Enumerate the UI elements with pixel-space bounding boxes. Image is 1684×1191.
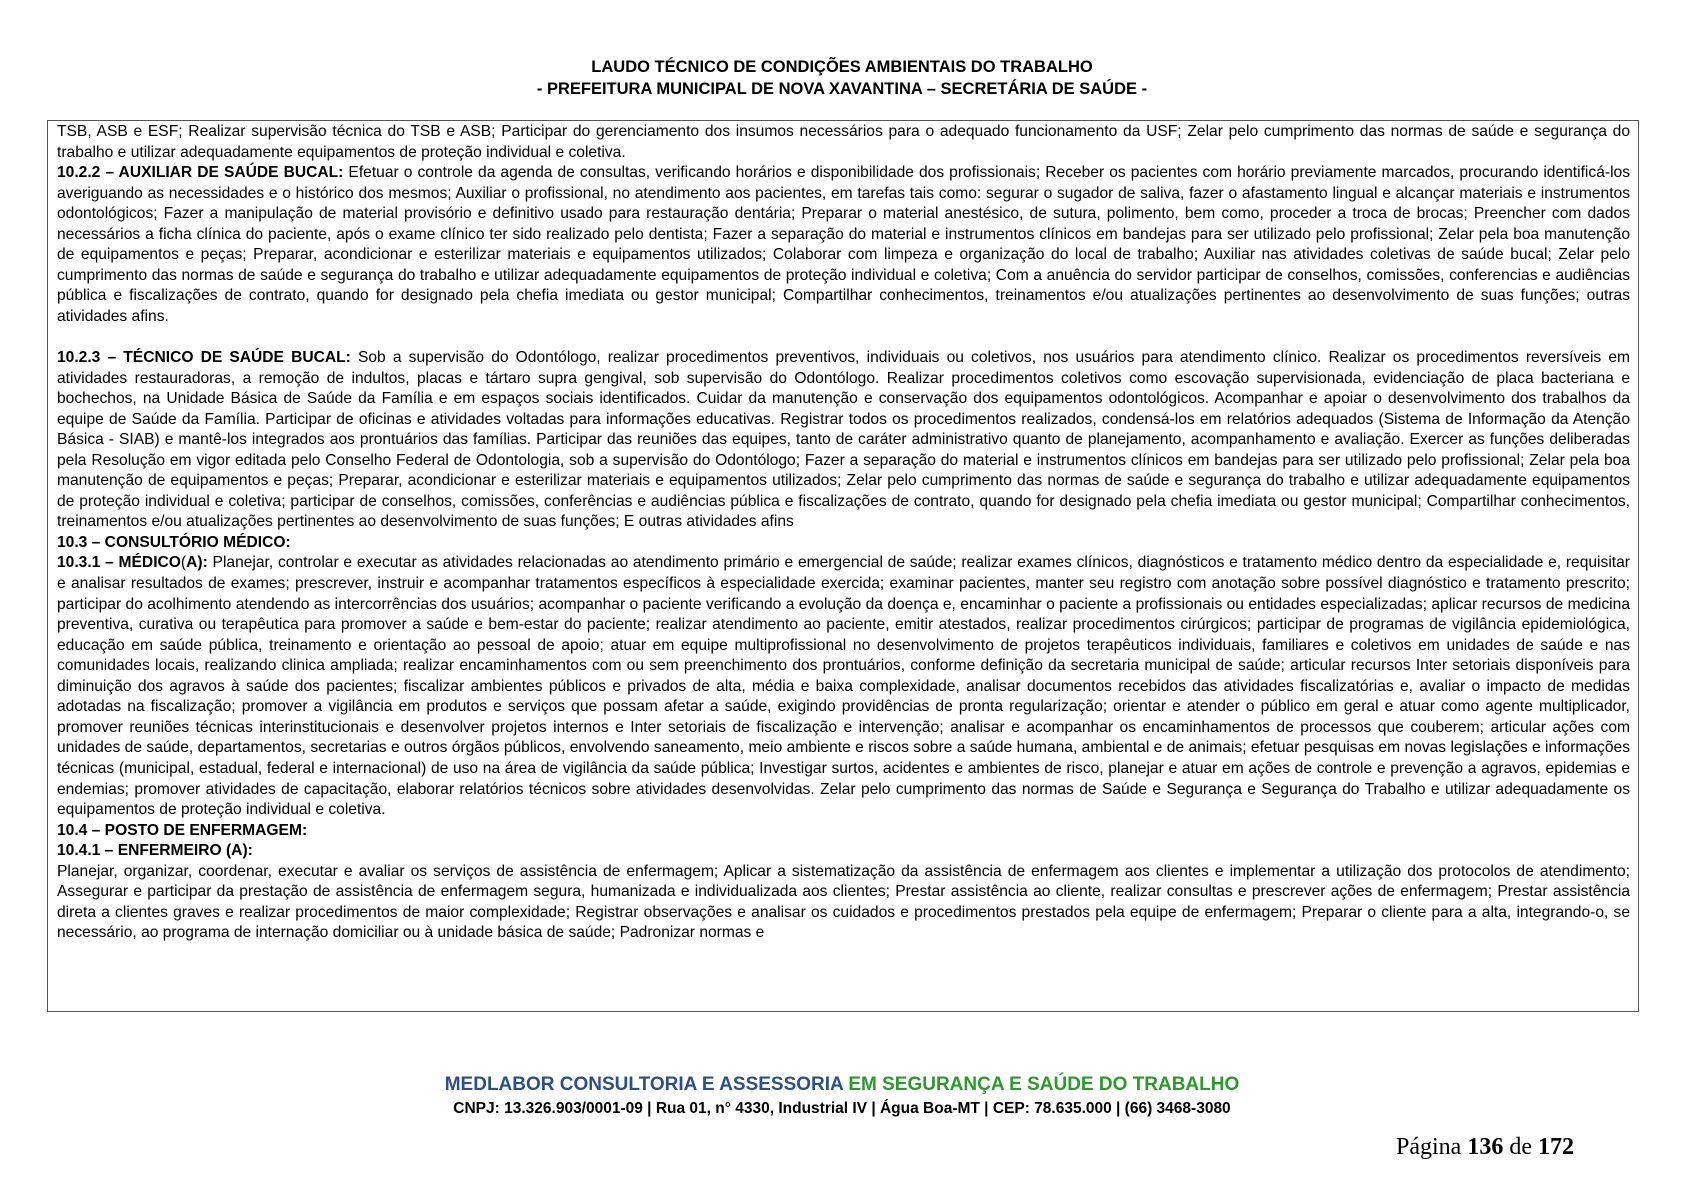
page-label: Página	[1396, 1134, 1462, 1160]
paragraph-continuation: TSB, ASB e ESF; Realizar supervisão técnica do TSB e ASB; Participar do gerenciamento dos insumos necessários para o adequado funcionamento da USF; Zelar pelo cumprimento das normas de saúde e segurança do trabalho e utilizar adequadamente equipamentos de proteção individual e coletiva.	[57, 123, 1630, 161]
content-frame	[47, 120, 1639, 1012]
section-10-4-1-heading: 10.4.1 – ENFERMEIRO (A):	[57, 842, 253, 860]
section-10-3-heading: 10.3 – CONSULTÓRIO MÉDICO:	[57, 533, 291, 551]
footer-company	[0, 1073, 1684, 1097]
section-10-2-3-heading: 10.2.3 – TÉCNICO DE SAÚDE BUCAL:	[57, 349, 351, 367]
section-10-4-heading: 10.4 – POSTO DE ENFERMAGEM:	[57, 821, 308, 839]
document-footer	[0, 1073, 1684, 1120]
section-10-3-1-text: Planejar, controlar e executar as atividades relacionadas ao atendimento primário e emergencial de saúde; realizar exames clínicos, diagnósticos e tratamento médico dentro da especialidade e, requisitar e analisar resultados de exames; prescrever, instruir e acompanhar tratamentos específicos à especialidade exercida; examinar pacientes, manter seu registro com anotação sobre possível diagnóstico e tratamento prescrito; participar do acolhimento atendendo as intercorrências dos usuários; acompanhar o paciente verificando a evolução da doença e, encaminhar o paciente a profissionais ou entidades especializadas; aplicar recursos de medicina preventiva, curativa ou terapêutica para promover a saúde e bem-estar do paciente; realizar atendimento ao paciente, emitir atestados, realizar procedimentos cirúrgicos; participar de programas de vigilância epidemiológica, educação em saúde pública, treinamento e orientação ao pessoal de apoio; atuar em equipe multiprofissional no desenvolvimento de projetos terapêuticos individuais, familiares e coletivos em unidades de saúde e nas comunidades locais, realizando clinica ampliada; realizar encaminhamentos com ou sem preenchimento dos prontuários, conforme definição da secretaria municipal de saúde; articular recursos Inter setoriais disponíveis para diminuição dos agravos à saúde dos pacientes; fiscalizar ambientes públicos e privados de alta, média e baixa complexidade, analisar documentos recebidos das atividades fiscalizatórias e, avaliar o impacto de medidas adotadas na fiscalização; promover a vigilância em produtos e serviços que possam afetar a saúde, exigindo providências de pronta regularização; orientar e atender o público em geral e atuar como agente multiplicador, promover reuniões técnicas interinstitucionais e desenvolver projetos internos e Inter setoriais de fiscalização e intervenção; analisar e acompanhar os encaminhamentos de processos que couberem; articular ações com unidades de saúde, departamentos, secretarias e outros órgãos públicos, envolvendo saneamento, meio ambiente e riscos sobre a saúde humana, ambiental e de animais; efetuar pesquisas em novas legislações e informações técnicas (municipal, estadual, federal e internacional) de uso na área de vigilância da saúde pública; Investigar surtos, acidentes e ambientes de risco, planejar e atuar em ações de controle e prevenção a agravos, epidemias e endemias; promover atividades de capacitação, elaborar relatórios técnicos sobre atividades desenvolvidas. Zelar pelo cumprimento das normas de Saúde e Segurança e Segurança do Trabalho e utilizar adequadamente os equipamentos de proteção individual e coletiva.	[57, 554, 1630, 819]
section-10-2-2-heading: 10.2.2 – AUXILIAR DE SAÚDE BUCAL:	[57, 164, 344, 182]
section-10-3-1	[57, 553, 1630, 820]
section-10-2-3-text: Sob a supervisão do Odontólogo, realizar procedimentos preventivos, individuais ou coletivos, nos usuários para atendimento clínico. Realizar os procedimentos reversíveis em atividades restauradoras, a remoção de indultos, placas e tártaro supra gengival, sob supervisão do Odontólogo. Realizar procedimentos coletivos como escovação supervisionada, evidenciação de placa bacteriana e bochechos, na Unidade Básica de Saúde da Família e em espaços sociais identificados. Cuidar da manutenção e conservação dos equipamentos odontológicos. Acompanhar e apoiar o desenvolvimento dos trabalhos da equipe de Saúde da Família. Participar de oficinas e atividades voltadas para informações educativas. Registrar todos os procedimentos realizados, condensá-los em relatórios adequados (Sistema de Informação da Atenção Básica - SIAB) e mantê-los integrados aos prontuários das famílias. Participar das reuniões das equipes, tanto de caráter administrativo quanto de planejamento, acompanhamento e avaliação. Exercer as funções deliberadas pela Resolução em vigor editada pelo Conselho Federal de Odontologia, sob a supervisão do Odontólogo; Fazer a separação do material e instrumentos clínicos em bandejas para ser utilizado pelo profissional; Zelar pela boa manutenção de equipamentos e peças; Preparar, acondicionar e esterilizar materiais e equipamentos utilizados; Zelar pelo cumprimento das normas de saúde e segurança do trabalho e utilizar adequadamente equipamentos de proteção individual e coletiva; participar de conselhos, comissões, conferências e audiências pública e fiscalizações de contrato, quando for designado pela chefia imediata ou gestor municipal; Compartilhar conhecimentos, treinamentos e/ou atualizações pertinentes ao desenvolvimento de suas funções; E outras atividades afins	[57, 349, 1630, 531]
document-header	[0, 56, 1684, 100]
page-number	[1396, 1134, 1574, 1161]
page-total: 172	[1538, 1134, 1574, 1160]
footer-company-name: MEDLABOR CONSULTORIA E ASSESSORIA	[444, 1074, 844, 1095]
page-of-label: de	[1509, 1134, 1532, 1160]
document-title: LAUDO TÉCNICO DE CONDIÇÕES AMBIENTAIS DO TRABALHO	[591, 58, 1093, 76]
section-10-2-2	[57, 163, 1630, 327]
footer-contact: CNPJ: 13.326.903/0001-09 | Rua 01, n° 4330, Industrial IV | Água Boa-MT | CEP: 78.635.000 | (66) 3468-3080	[453, 1100, 1231, 1117]
section-10-2-2-text: Efetuar o controle da agenda de consultas, verificando horários e disponibilidade dos profissionais; Receber os pacientes com horário previamente marcados, procurando identificá-los averiguando as necessidades e o histórico dos mesmos; Auxiliar o profissional, no atendimento aos pacientes, em tarefas tais como: segurar o sugador de saliva, fazer o afastamento lingual e alcançar materiais e instrumentos odontológicos; Fazer a manipulação de material provisório e definitivo usado para restauração dentária; Preparar o material anestésico, de sutura, polimento, bem como, proceder a troca de brocas; Preencher com dados necessários a ficha clínica do paciente, após o exame clínico ter sido realizado pelo dentista; Fazer a separação do material e instrumentos clínicos em bandejas para ser utilizado pelo profissional; Zelar pela boa manutenção de equipamentos e peças; Preparar, acondicionar e esterilizar materiais e equipamentos utilizados; Colaborar com limpeza e organização do local de trabalho; Auxiliar nas atividades coletivas de saúde bucal; Zelar pelo cumprimento das normas de saúde e segurança do trabalho e utilizar adequadamente equipamentos de proteção individual e coletiva; Com a anuência do servidor participar de conselhos, comissões, conferencias e audiências pública e fiscalizações de contrato, quando for designado pela chefia imediata ou gestor municipal; Compartilhar conhecimentos, treinamentos e/ou atualizações pertinentes ao desenvolvimento de suas funções; outras atividades afins.	[57, 164, 1630, 325]
document-subtitle: - PREFEITURA MUNICIPAL DE NOVA XAVANTINA – SECRETÁRIA DE SAÚDE -	[536, 80, 1148, 98]
page-current: 136	[1467, 1134, 1504, 1160]
section-10-3-1-heading: 10.3.1 – MÉDICO(A):	[57, 554, 208, 572]
section-10-2-3	[57, 348, 1630, 533]
footer-company-tagline: EM SEGURANÇA E SAÚDE DO TRABALHO	[843, 1074, 1240, 1095]
section-10-4-1-text: Planejar, organizar, coordenar, executar e avaliar os serviços de assistência de enfermagem; Aplicar a sistematização da assistência de enfermagem aos clientes e implementar a utilização dos protocolos de atendimento; Assegurar e participar da prestação de assistência de enfermagem segura, humanizada e individualizada aos clientes; Prestar assistência ao cliente, realizar consultas e prescrever ações de enfermagem; Prestar assistência direta a clientes graves e realizar procedimentos de maior complexidade; Registrar observações e analisar os cuidados e procedimentos prestados pela equipe de enfermagem; Preparar o cliente para a alta, integrando-o, se necessário, ao programa de internação domiciliar ou à unidade básica de saúde; Padronizar normas e	[57, 862, 1630, 942]
